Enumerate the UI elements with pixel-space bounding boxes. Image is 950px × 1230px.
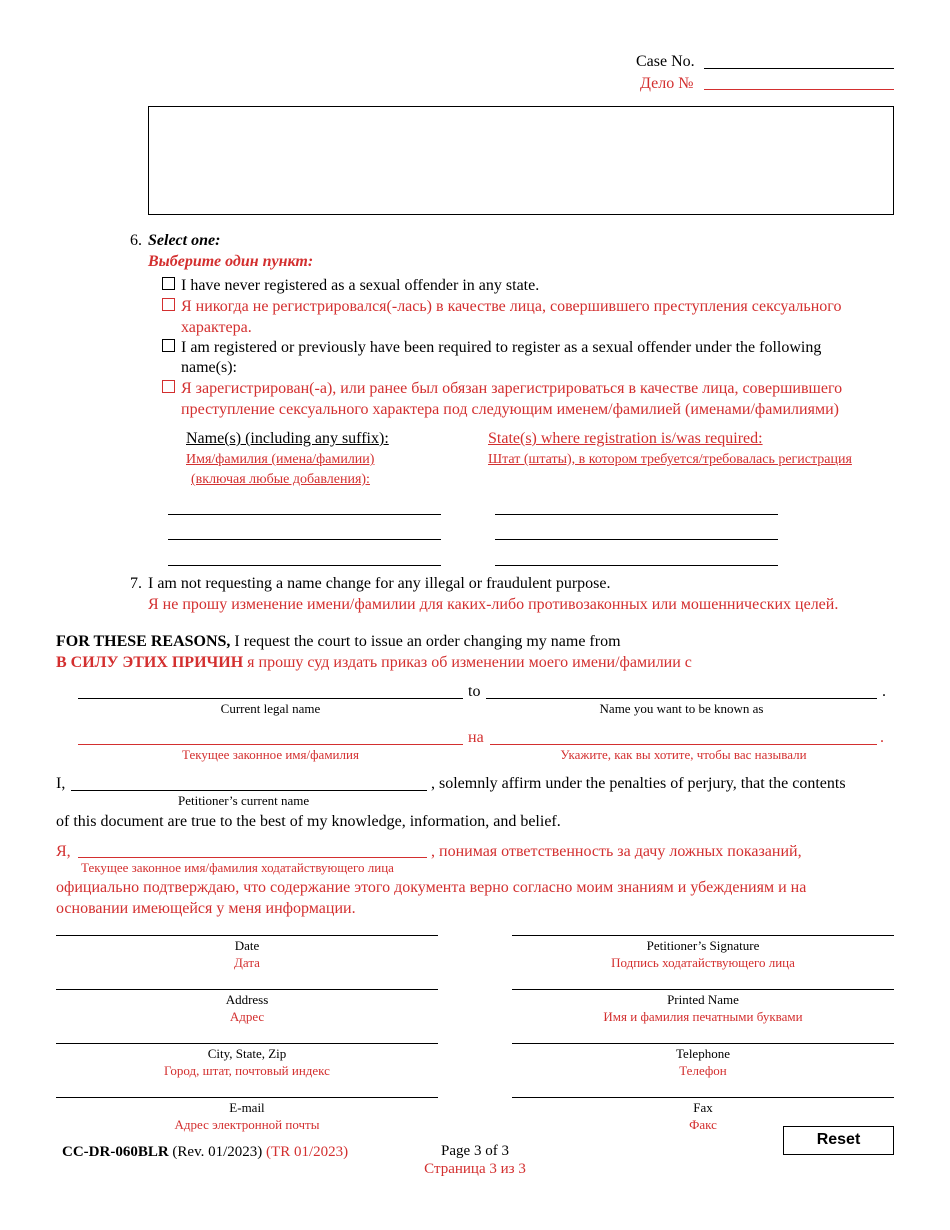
case-no-field-ru	[704, 89, 894, 90]
address-field[interactable]	[56, 989, 438, 990]
section-6-number: 6.	[130, 232, 142, 249]
telephone-label: Telephone	[676, 1046, 730, 1061]
fax-label: Fax	[693, 1100, 713, 1115]
case-no-label-ru: Дело №	[640, 75, 694, 92]
reasons-text-ru	[56, 653, 692, 673]
states-column-header-ru: Штат (штаты), в котором требуется/требовалась регистрация	[488, 452, 852, 467]
section-7-text: I am not requesting a name change for any illegal or fraudulent purpose.	[148, 575, 611, 592]
address-label: Address	[225, 992, 269, 1007]
name-field-1[interactable]	[168, 514, 441, 515]
reasons-bold-ru: В СИЛУ ЭТИХ ПРИЧИН	[56, 654, 244, 671]
option-registered-label-2: name(s):	[181, 359, 237, 376]
reasons-bold: FOR THESE REASONS,	[56, 633, 231, 650]
petitioner-name-field[interactable]	[71, 790, 427, 791]
option-registered-label-ru-2: преступление сексуального характера под следующим именем/фамилией (именами/фамилиями)	[181, 401, 839, 418]
affirm-i: I,	[56, 775, 66, 792]
reset-button[interactable]: Reset	[783, 1126, 894, 1155]
email-field[interactable]	[56, 1097, 438, 1098]
current-legal-name-caption: Current legal name	[220, 701, 321, 716]
state-field-3[interactable]	[495, 565, 778, 566]
option-never-registered-label: I have never registered as a sexual offender in any state.	[181, 277, 540, 294]
affirm-line-3-ru: официально подтверждаю, что содержание этого документа верно согласно моим знаниям и убеждениям и на	[56, 879, 807, 896]
petitioner-name-caption-ru: Текущее законное имя/фамилия ходатайствующего лица	[81, 860, 394, 875]
page-number: Page 3 of 3	[441, 1143, 509, 1159]
section-7-number: 7.	[130, 575, 142, 592]
names-column-header-ru-1: Имя/фамилия (имена/фамилии)	[186, 452, 375, 467]
signature-label: Petitioner’s Signature	[646, 938, 760, 953]
printed-name-field[interactable]	[512, 989, 894, 990]
fax-field[interactable]	[512, 1097, 894, 1098]
case-no-field[interactable]	[704, 68, 894, 69]
period: .	[882, 683, 886, 700]
affirm-line-2: of this document are true to the best of my knowledge, information, and belief.	[56, 813, 561, 830]
email-label: E-mail	[229, 1100, 265, 1115]
case-no-label: Case No.	[636, 53, 695, 70]
printed-name-label-ru: Имя и фамилия печатными буквами	[603, 1009, 803, 1024]
option-never-registered-checkbox-ru	[162, 298, 175, 311]
option-registered-checkbox-ru	[162, 380, 175, 393]
fax-label-ru: Факс	[689, 1117, 717, 1132]
city-state-zip-field[interactable]	[56, 1043, 438, 1044]
affirm-rest: , solemnly affirm under the penalties of perjury, that the contents	[431, 775, 846, 792]
option-registered-label-ru-1: Я зарегистрирован(-а), или ранее был обязан зарегистрироваться в качестве лица, совершившего	[181, 380, 843, 397]
signature-label-ru: Подпись ходатайствующего лица	[611, 955, 795, 970]
new-name-field-ru	[490, 744, 877, 745]
current-legal-name-caption-ru: Текущее законное имя/фамилия	[182, 747, 359, 762]
city-state-zip-label-ru: Город, штат, почтовый индекс	[164, 1063, 330, 1078]
section-6-title-ru: Выберите один пункт:	[148, 253, 314, 270]
email-label-ru: Адрес электронной почты	[174, 1117, 320, 1132]
date-label: Date	[234, 938, 260, 953]
current-legal-name-field-ru	[78, 744, 463, 745]
states-column-header: State(s) where registration is/was required:	[488, 430, 763, 447]
affirm-rest-ru: , понимая ответственность за дачу ложных показаний,	[431, 843, 802, 860]
telephone-label-ru: Телефон	[679, 1063, 727, 1078]
date-field[interactable]	[56, 935, 438, 936]
names-column-header-ru-2: (включая любые добавления):	[191, 472, 370, 487]
form-rev: (Rev. 01/2023)	[168, 1144, 263, 1160]
reasons-rest: I request the court to issue an order changing my name from	[230, 633, 621, 650]
date-label-ru: Дата	[234, 955, 260, 970]
form-tr: (TR 01/2023)	[262, 1144, 349, 1160]
petitioner-name-caption: Petitioner’s current name	[178, 793, 310, 808]
new-name-caption: Name you want to be known as	[599, 701, 764, 716]
signature-field[interactable]	[512, 935, 894, 936]
section-7-text-ru: Я не прошу изменение имени/фамилии для каких-либо противозаконных или мошеннических целей.	[148, 596, 839, 613]
address-label-ru: Адрес	[229, 1009, 265, 1024]
section-6-title: Select one:	[148, 232, 221, 249]
option-registered-label-1: I am registered or previously have been required to register as a sexual offender under the following	[181, 339, 822, 356]
affirm-i-ru: Я,	[56, 843, 71, 860]
footer-form-id	[62, 1142, 348, 1162]
names-column-header: Name(s) (including any suffix):	[186, 430, 389, 447]
state-field-2[interactable]	[495, 539, 778, 540]
period-ru: .	[880, 729, 884, 746]
petitioner-name-field-ru	[78, 857, 427, 858]
state-field-1[interactable]	[495, 514, 778, 515]
page-number-ru: Страница 3 из 3	[424, 1161, 526, 1177]
reasons-text	[56, 632, 621, 652]
name-field-2[interactable]	[168, 539, 441, 540]
telephone-field[interactable]	[512, 1043, 894, 1044]
to-word: to	[468, 683, 481, 700]
current-legal-name-field[interactable]	[78, 698, 463, 699]
option-never-registered-label-ru-2: характера.	[181, 319, 252, 336]
option-never-registered-label-ru-1: Я никогда не регистрировался(-лась) в качестве лица, совершившего преступления сексуального	[181, 298, 842, 315]
new-name-field[interactable]	[486, 698, 877, 699]
option-never-registered-checkbox[interactable]	[162, 277, 175, 290]
name-field-3[interactable]	[168, 565, 441, 566]
option-registered-checkbox[interactable]	[162, 339, 175, 352]
form-code: CC-DR-060BLR	[62, 1144, 169, 1160]
reasons-rest-ru: я прошу суд издать приказ об изменении моего имени/фамилии с	[243, 654, 692, 671]
new-name-caption-ru: Укажите, как вы хотите, чтобы вас называли	[560, 747, 807, 762]
to-word-ru: на	[468, 729, 484, 746]
printed-name-label: Printed Name	[667, 992, 739, 1007]
affirm-line-4-ru: основании имеющейся у меня информации.	[56, 900, 356, 917]
continuation-text-box[interactable]	[148, 106, 894, 215]
city-state-zip-label: City, State, Zip	[207, 1046, 287, 1061]
